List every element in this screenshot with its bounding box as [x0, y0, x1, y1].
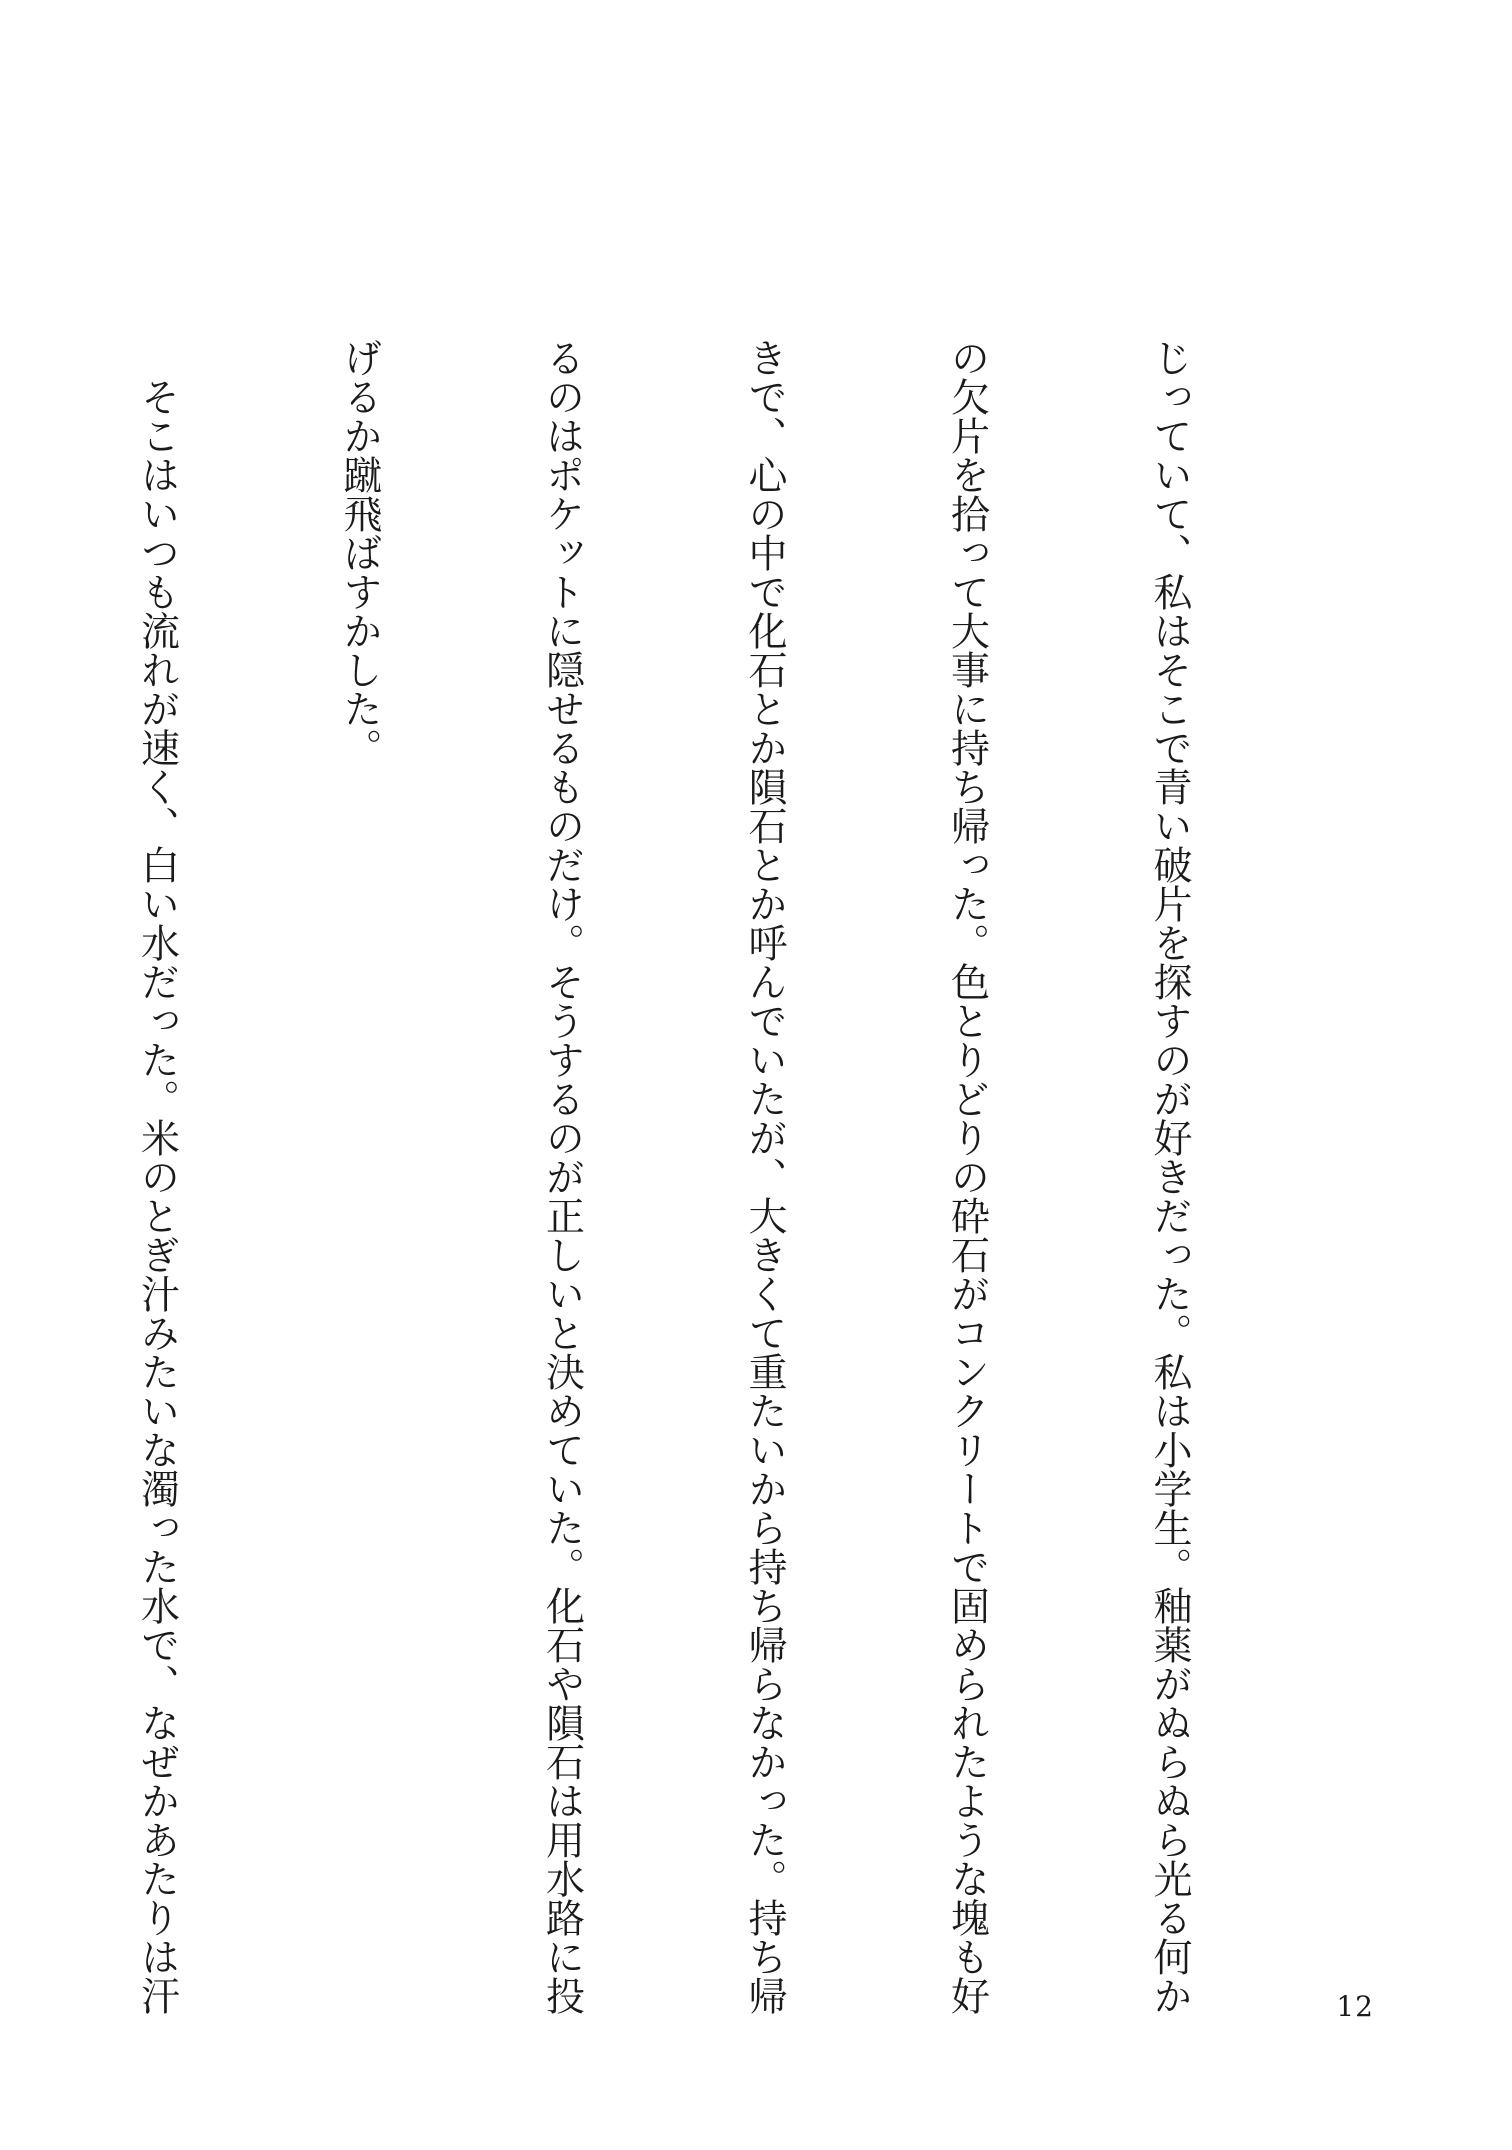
- text-column: そこはいつも流れが速く、白い水だった。米のとぎ汁みたいな濁った水で、なぜかあたりは汗: [134, 377, 180, 2015]
- text-column: の欠片を拾って大事に持ち帰った。色とりどりの砕石がコンクリートで固められたような塊も好: [944, 338, 990, 2015]
- text-column: げるか蹴飛ばすかした。: [337, 338, 382, 767]
- text-column: きで、心の中で化石とか隕石とか呼んでいたが、大きくて重たいから持ち帰らなかった。持ち帰: [742, 338, 787, 2015]
- text-column: じっていて、私はそこで青い破片を探すのが好きだった。私は小学生。釉薬がぬらぬら光る何か: [1147, 338, 1192, 2015]
- page-number: 12: [1336, 1990, 1374, 2023]
- body-text: [0, 338, 1338, 2015]
- text-column: るのはポケットに隠せるものだけ。そうするのが正しいと決めていた。化石や隕石は用水路に投: [539, 338, 585, 2015]
